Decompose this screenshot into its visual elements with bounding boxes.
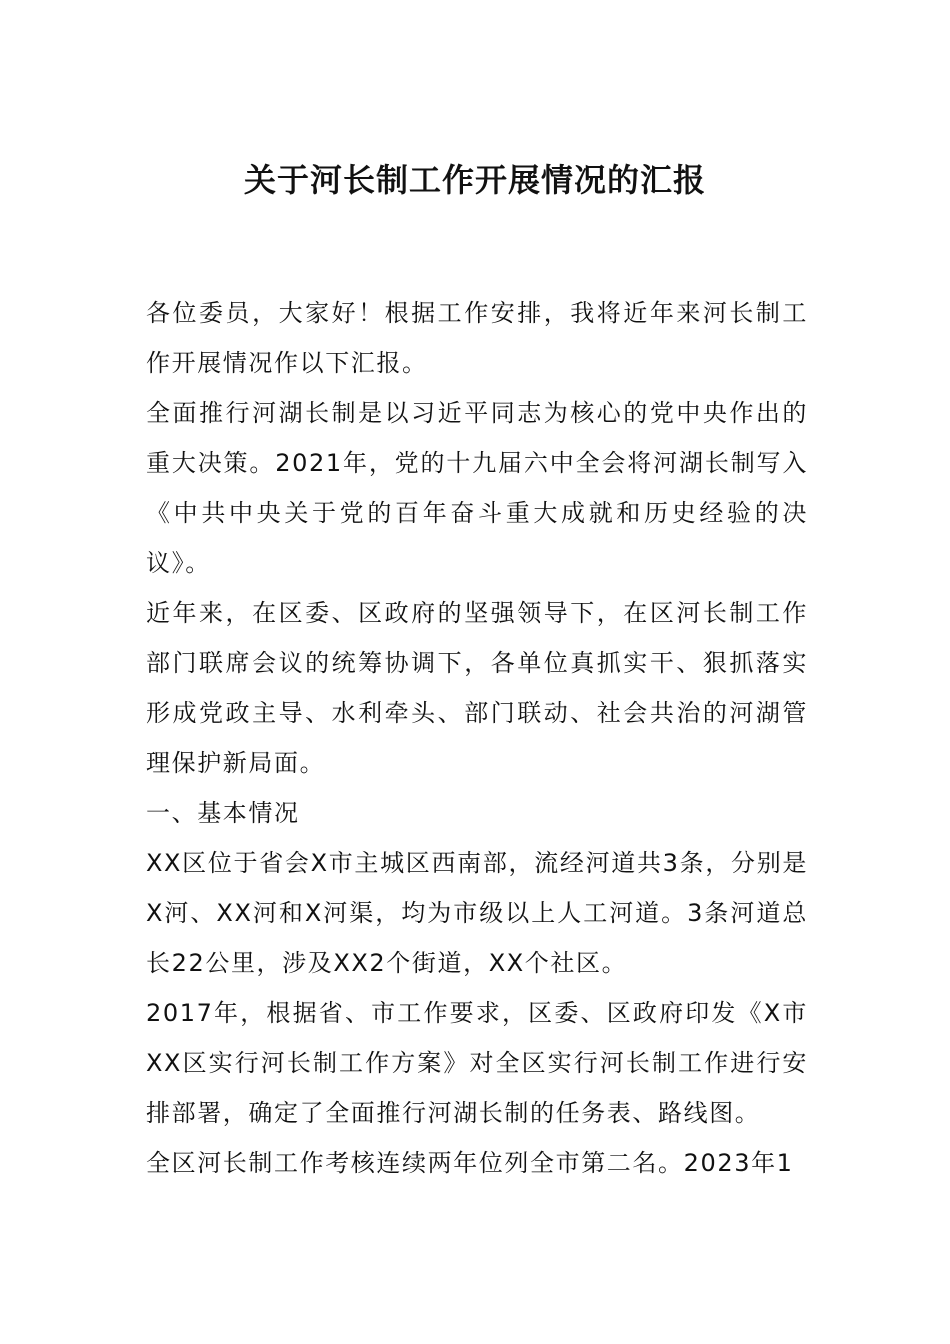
paragraph-assessment-ranking: 全区河长制工作考核连续两年位列全市第二名。2023年1	[146, 1149, 794, 1177]
paragraph-recent-progress: 近年来，在区委、区政府的坚强领导下，在区河长制工作部门联席会议的统筹协调下，各单位真抓实干、狠抓落实形成党政主导、水利牵头、部门联动、社会共治的河湖管理保护新局面。	[146, 599, 808, 777]
paragraph-greeting: 各位委员，大家好！根据工作安排，我将近年来河长制工作开展情况作以下汇报。	[146, 299, 808, 377]
section-heading-basic-situation: 一、基本情况	[146, 799, 300, 827]
document-body	[146, 288, 808, 1188]
document-title: 关于河长制工作开展情况的汇报	[243, 161, 706, 199]
paragraph-policy-background: 全面推行河湖长制是以习近平同志为核心的党中央作出的重大决策。2021年，党的十九届六中全会将河湖长制写入《中共中央关于党的百年奋斗重大成就和历史经验的决议》。	[146, 399, 808, 577]
paragraph-2017-plan: 2017年，根据省、市工作要求，区委、区政府印发《X市XX区实行河长制工作方案》对全区实行河长制工作进行安排部署，确定了全面推行河湖长制的任务表、路线图。	[146, 999, 808, 1127]
paragraph-district-rivers: XX区位于省会X市主城区西南部，流经河道共3条，分别是X河、XX河和X河渠，均为市级以上人工河道。3条河道总长22公里，涉及XX2个街道，XX个社区。	[146, 849, 808, 977]
